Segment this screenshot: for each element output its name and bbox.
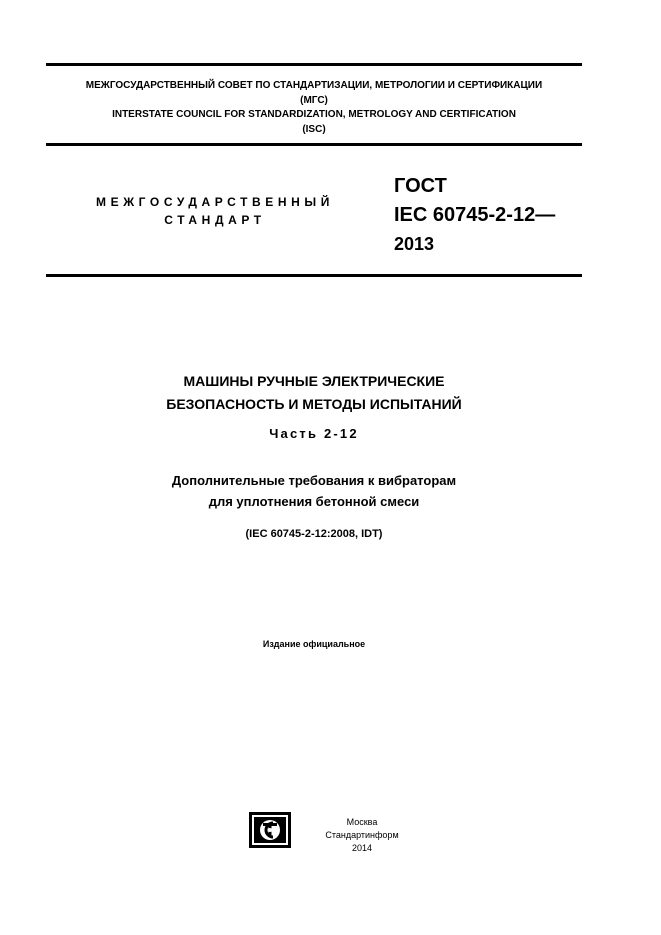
designation-rule [46,274,582,277]
council-abbr-ru: (МГС) [300,94,328,106]
top-rule [46,63,582,66]
subtitle-line2: для уплотнения бетонной смеси [208,494,420,509]
standartinform-logo-icon [249,812,291,848]
standard-type-line2: СТАНДАРТ [164,213,266,227]
title-line1: МАШИНЫ РУЧНЫЕ ЭЛЕКТРИЧЕСКИЕ [183,373,445,389]
subtitle-line1: Дополнительные требования к вибраторам [171,473,457,488]
iec-reference: (IEC 60745-2-12:2008, IDT) [245,528,383,540]
imprint-city: Москва [346,817,378,827]
edition-note: Издание официальное [262,639,366,649]
imprint-publisher: Стандартинформ [325,830,399,840]
header-rule [46,143,582,146]
imprint [322,816,402,855]
standard-designation [394,172,555,259]
council-header [46,79,582,137]
council-abbr-en: (ISC) [302,123,326,135]
part-number: Часть 2-12 [269,426,359,441]
standard-type-line1: МЕЖГОСУДАРСТВЕННЫЙ [96,195,334,209]
council-name-en: INTERSTATE COUNCIL FOR STANDARDIZATION, METROLOGY AND CERTIFICATION [112,109,516,120]
document-title [46,370,582,416]
standard-number: IEC 60745-2-12— [394,204,556,226]
council-name-ru: МЕЖГОСУДАРСТВЕННЫЙ СОВЕТ ПО СТАНДАРТИЗАЦИИ, МЕТРОЛОГИИ И СЕРТИФИКАЦИИ [85,80,543,91]
gost-label: ГОСТ [394,175,447,197]
title-line2: БЕЗОПАСНОСТЬ И МЕТОДЫ ИСПЫТАНИЙ [166,396,462,412]
imprint-year: 2014 [351,843,373,853]
standard-year: 2013 [394,234,435,254]
document-subtitle [46,470,582,512]
standard-type [70,193,360,229]
